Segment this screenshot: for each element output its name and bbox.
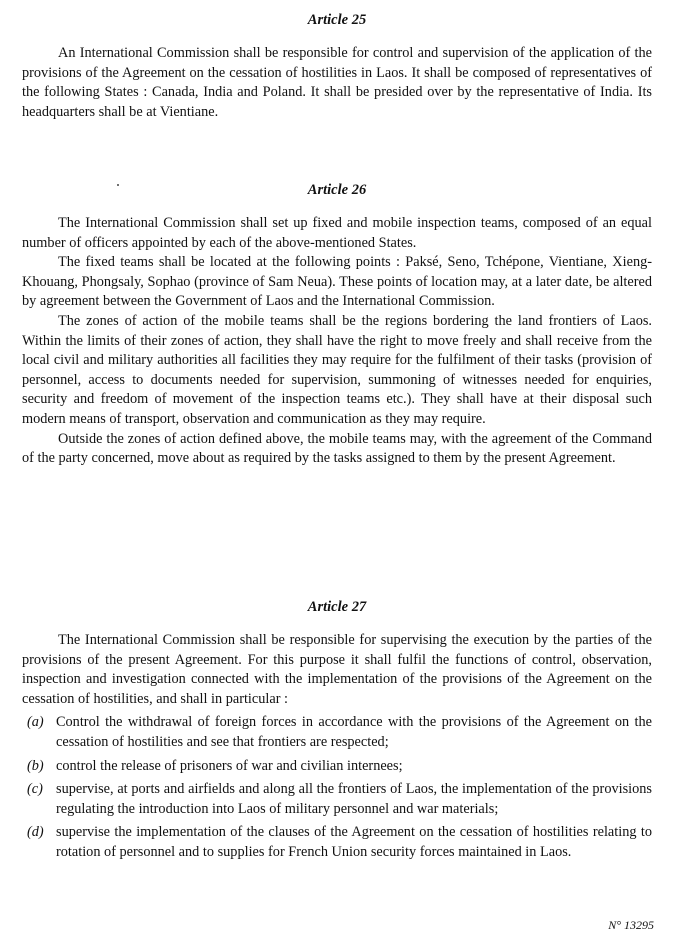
- list-item-label: (d): [27, 824, 44, 841]
- article-heading: Article 25: [307, 12, 367, 28]
- article-27: [22, 597, 652, 867]
- list-item-label: (c): [27, 781, 43, 798]
- list-item-text: Control the withdrawal of foreign forces in accordance with the provisions of the Agreement on the cessation of hostilities and see that frontiers are respected;: [56, 714, 652, 750]
- article-heading: Article 27: [307, 599, 367, 615]
- list-item-label: (a): [27, 714, 44, 731]
- list-item: [22, 713, 652, 752]
- list-item-text: control the release of prisoners of war and civilian internees;: [56, 757, 403, 774]
- article-heading: Article 26: [307, 182, 367, 198]
- article-paragraph: Outside the zones of action defined above, the mobile teams may, with the agreement of the Command of the party concerned, move about as required by the tasks assigned to them by the present Agreement.: [22, 430, 652, 467]
- list-item-label: (b): [27, 757, 44, 774]
- list-item-text: supervise, at ports and airfields and along all the frontiers of Laos, the implementation of the provisions regulating the introduction into Laos of military personnel and war materials;: [56, 781, 652, 817]
- document-number: N° 13295: [608, 918, 654, 932]
- article-paragraph: The International Commission shall set up fixed and mobile inspection teams, composed of an equal number of officers appointed by each of the above-mentioned States.: [22, 215, 652, 251]
- article-paragraph: The fixed teams shall be located at the following points : Paksé, Seno, Tchépone, Vientiane, Xieng-Khouang, Phongsaly, Sophao (province of Sam Neua). These points of location may, at a later date, be altered by agreement between the Government of Laos and the International Commission.: [22, 254, 652, 310]
- article-paragraph: The International Commission shall be responsible for supervising the execution by the parties of the provisions of the present Agreement. For this purpose it shall fulfil the functions of control, observation, inspection and investigation connected with the implementation of the provisions of the Agreement on the cessation of hostilities, and shall in particular :: [22, 632, 652, 707]
- list-item: [22, 780, 652, 819]
- list-item-text: supervise the implementation of the clauses of the Agreement on the cessation of hostilities relating to rotation of personnel and to supplies for French Union security forces maintained in Laos.: [56, 824, 652, 860]
- article-paragraph: An International Commission shall be responsible for control and supervision of the application of the provisions of the Agreement on the cessation of hostilities in Laos. It shall be composed of representatives of the following States : Canada, India and Poland. It shall be presided over by the representative of India. Its headquarters shall be at Vientiane.: [22, 45, 652, 120]
- article-list: [22, 713, 652, 862]
- article-25: [22, 10, 652, 122]
- list-item: [22, 757, 652, 777]
- article-paragraph: The zones of action of the mobile teams shall be the regions bordering the land frontiers of Laos. Within the limits of their zones of action, they shall have the right to move freely and shall receive from the local civil and military authorities all facilities they may require for the fulfilment of their tasks (provision of personnel, access to documents needed for supervision, summoning of witnesses needed for enquiries, security and freedom of movement of the inspection teams etc.). They shall have at their disposal such modern means of transport, observation and communication as they may require.: [22, 312, 652, 427]
- article-26: [22, 180, 652, 469]
- list-item: [22, 823, 652, 862]
